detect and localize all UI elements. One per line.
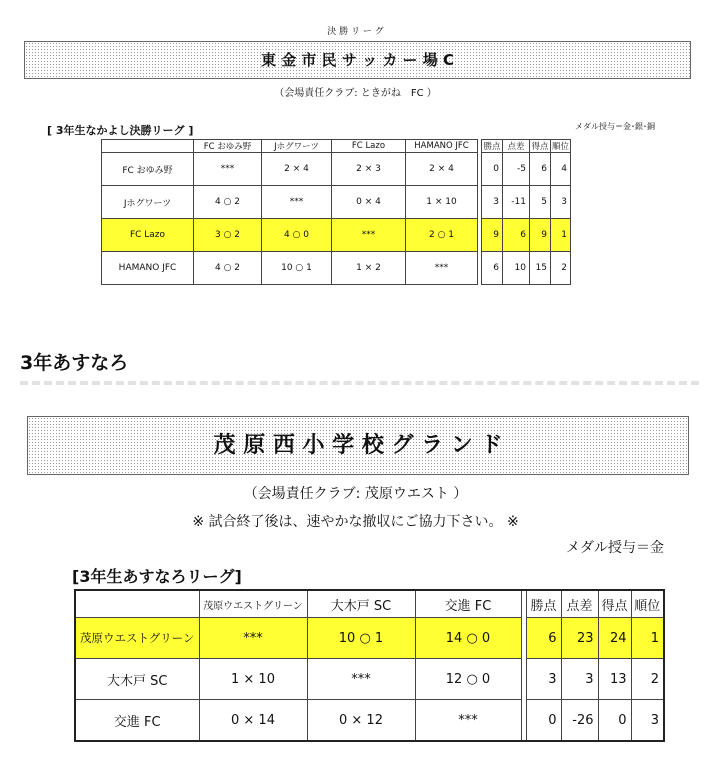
col-header-points: 勝点 xyxy=(482,140,503,153)
points: 0 xyxy=(526,700,561,742)
match-result: *** xyxy=(415,700,521,742)
corner-cell xyxy=(102,140,194,153)
match-result: 12 ○ 0 xyxy=(415,659,521,700)
match-result: 2 × 4 xyxy=(406,153,478,186)
rank: 2 xyxy=(631,659,664,700)
match-result: 0 × 12 xyxy=(307,700,415,742)
match-result: *** xyxy=(406,252,478,285)
col-header: 茂原ウエストグリーン xyxy=(199,590,307,618)
table-row xyxy=(75,659,664,700)
table-row xyxy=(102,186,571,219)
col-header: FC おゆみ野 xyxy=(194,140,262,153)
rank: 3 xyxy=(631,700,664,742)
goal-diff: -26 xyxy=(561,700,598,742)
goals-scored: 13 xyxy=(598,659,631,700)
points: 3 xyxy=(526,659,561,700)
match-result: 3 ○ 2 xyxy=(194,219,262,252)
match-result: 10 ○ 1 xyxy=(262,252,332,285)
venue-title: 茂 原 西 小 学 校 グ ラ ン ド xyxy=(213,433,503,458)
match-result: *** xyxy=(262,186,332,219)
match-result: 4 ○ 0 xyxy=(262,219,332,252)
goals-scored: 0 xyxy=(598,700,631,742)
col-header-scored: 得点 xyxy=(598,590,631,618)
col-header: HAMANO JFC xyxy=(406,140,478,153)
goals-scored: 9 xyxy=(530,219,551,252)
col-header-diff: 点差 xyxy=(503,140,530,153)
rank: 2 xyxy=(551,252,571,285)
match-result: 4 ○ 2 xyxy=(194,252,262,285)
table-row xyxy=(75,700,664,742)
team-name: FC Lazo xyxy=(102,219,194,252)
points: 0 xyxy=(482,153,503,186)
dashed-divider xyxy=(20,381,699,385)
rank: 4 xyxy=(551,153,571,186)
goals-scored: 15 xyxy=(530,252,551,285)
goals-scored: 5 xyxy=(530,186,551,219)
col-header: 交進 FC xyxy=(415,590,521,618)
team-name: Jホグワーツ xyxy=(102,186,194,219)
match-result: 2 × 3 xyxy=(332,153,406,186)
match-result: 2 × 4 xyxy=(262,153,332,186)
match-result: 14 ○ 0 xyxy=(415,618,521,659)
col-header-diff: 点差 xyxy=(561,590,598,618)
col-header: FC Lazo xyxy=(332,140,406,153)
responsible-club: （会場責任クラブ: ときがね FC ） xyxy=(274,88,437,99)
match-result: 10 ○ 1 xyxy=(307,618,415,659)
col-header-scored: 得点 xyxy=(530,140,551,153)
responsible-club: （会場責任クラブ: 茂原ウエスト ） xyxy=(243,486,468,502)
match-result: 2 ○ 1 xyxy=(406,219,478,252)
col-header: Jホグワーツ xyxy=(262,140,332,153)
notice-text: ※ 試合終了後は、速やかな撤収にご協力下さい。 ※ xyxy=(192,514,519,530)
points: 9 xyxy=(482,219,503,252)
match-result: 4 ○ 2 xyxy=(194,186,262,219)
match-result: 1 × 2 xyxy=(332,252,406,285)
goal-diff: 3 xyxy=(561,659,598,700)
points: 6 xyxy=(526,618,561,659)
league-title: [3年生あすなろリーグ] xyxy=(72,567,242,586)
league-table-2 xyxy=(74,589,665,742)
goal-diff: 6 xyxy=(503,219,530,252)
venue-title: 東 金 市 民 サ ッ カ ー 場 C xyxy=(260,51,454,69)
team-name: 大木戸 SC xyxy=(75,659,199,700)
final-league-label: 決 勝 リ ー グ xyxy=(327,27,384,37)
points: 3 xyxy=(482,186,503,219)
venue-banner xyxy=(27,416,689,475)
match-result: *** xyxy=(332,219,406,252)
corner-cell xyxy=(75,590,199,618)
table-row xyxy=(102,252,571,285)
table-row-highlighted xyxy=(102,219,571,252)
section-heading: 3年あすなろ xyxy=(20,352,129,374)
medal-info: メダル授与＝金･銀･銅 xyxy=(575,122,655,131)
table-row xyxy=(102,153,571,186)
team-name: 交進 FC xyxy=(75,700,199,742)
rank: 1 xyxy=(631,618,664,659)
match-result: *** xyxy=(307,659,415,700)
table-header-row xyxy=(102,140,571,153)
table-header-row xyxy=(75,590,664,618)
col-header-rank: 順位 xyxy=(551,140,571,153)
match-result: 1 × 10 xyxy=(406,186,478,219)
goals-scored: 24 xyxy=(598,618,631,659)
rank: 3 xyxy=(551,186,571,219)
col-header-rank: 順位 xyxy=(631,590,664,618)
league-title: [ 3年生なかよし決勝リーグ ] xyxy=(47,124,194,137)
points: 6 xyxy=(482,252,503,285)
table-row-highlighted xyxy=(75,618,664,659)
goal-diff: 23 xyxy=(561,618,598,659)
match-result: *** xyxy=(194,153,262,186)
match-result: 1 × 10 xyxy=(199,659,307,700)
goals-scored: 6 xyxy=(530,153,551,186)
col-header-points: 勝点 xyxy=(526,590,561,618)
league-table-1 xyxy=(101,139,571,285)
rank: 1 xyxy=(551,219,571,252)
team-name: FC おゆみ野 xyxy=(102,153,194,186)
medal-info: メダル授与＝金 xyxy=(566,540,664,556)
goal-diff: -11 xyxy=(503,186,530,219)
match-result: 0 × 4 xyxy=(332,186,406,219)
col-header: 大木戸 SC xyxy=(307,590,415,618)
team-name: HAMANO JFC xyxy=(102,252,194,285)
goal-diff: 10 xyxy=(503,252,530,285)
team-name: 茂原ウエストグリーン xyxy=(75,618,199,659)
goal-diff: -5 xyxy=(503,153,530,186)
match-result: *** xyxy=(199,618,307,659)
match-result: 0 × 14 xyxy=(199,700,307,742)
venue-banner xyxy=(24,41,691,79)
